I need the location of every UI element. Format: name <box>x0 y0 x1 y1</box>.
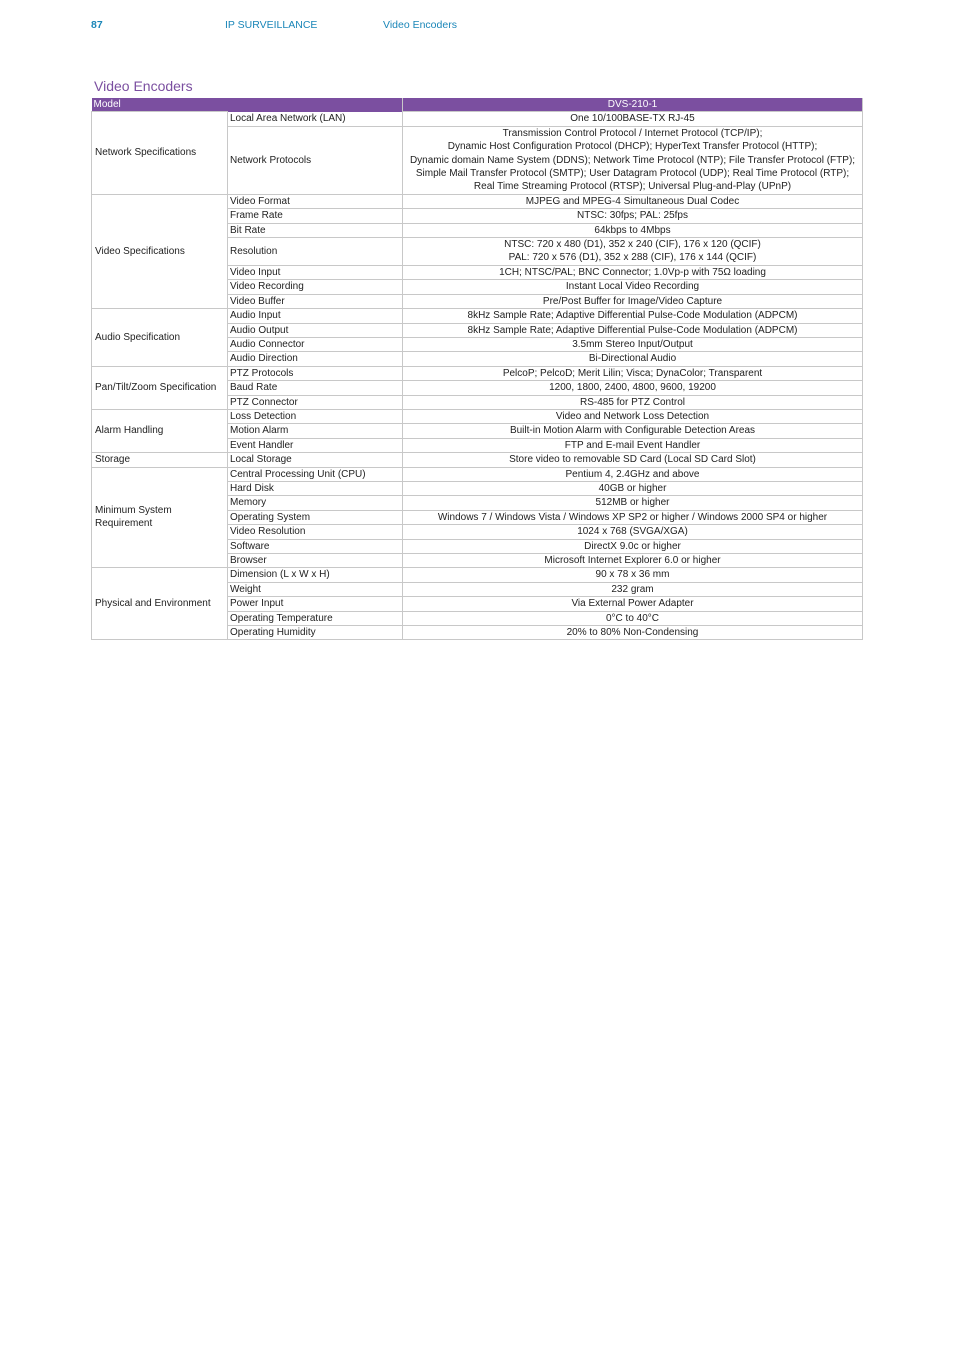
spec-label: Dimension (L x W x H) <box>228 568 403 582</box>
spec-group-name: Storage <box>92 453 228 467</box>
subsection-title: Video Encoders <box>383 19 457 31</box>
spec-group-name: Video Specifications <box>92 194 228 308</box>
spec-table-body <box>92 98 863 640</box>
spec-group-name: Network Specifications <box>92 112 228 194</box>
spec-value: NTSC: 720 x 480 (D1), 352 x 240 (CIF), 176 x 120 (QCIF) PAL: 720 x 576 (D1), 352 x 288 (CIF), 176 x 144 (QCIF) <box>403 238 863 266</box>
spec-value: Microsoft Internet Explorer 6.0 or higher <box>403 554 863 568</box>
spec-label: Event Handler <box>228 438 403 452</box>
spec-value: RS-485 for PTZ Control <box>403 395 863 409</box>
spec-value: 1200, 1800, 2400, 4800, 9600, 19200 <box>403 381 863 395</box>
table-row <box>92 453 863 467</box>
spec-value: NTSC: 30fps; PAL: 25fps <box>403 209 863 223</box>
table-row <box>92 409 863 423</box>
spec-label: Loss Detection <box>228 409 403 423</box>
spec-value: One 10/100BASE-TX RJ-45 <box>403 112 863 126</box>
spec-value: 20% to 80% Non-Condensing <box>403 626 863 640</box>
spec-value: 232 gram <box>403 582 863 596</box>
spec-label: Local Area Network (LAN) <box>228 112 403 126</box>
spec-label: Operating Temperature <box>228 611 403 625</box>
spec-value: Store video to removable SD Card (Local SD Card Slot) <box>403 453 863 467</box>
spec-value: Windows 7 / Windows Vista / Windows XP SP2 or higher / Windows 2000 SP4 or higher <box>403 510 863 524</box>
spec-label: Hard Disk <box>228 481 403 495</box>
spec-label: Network Protocols <box>228 126 403 194</box>
spec-value: MJPEG and MPEG-4 Simultaneous Dual Codec <box>403 194 863 208</box>
spec-value: Via External Power Adapter <box>403 597 863 611</box>
spec-value: FTP and E-mail Event Handler <box>403 438 863 452</box>
spec-group-name: Pan/Tilt/Zoom Specification <box>92 366 228 409</box>
spec-value: 3.5mm Stereo Input/Output <box>403 337 863 351</box>
spec-value: 90 x 78 x 36 mm <box>403 568 863 582</box>
table-row <box>92 112 863 126</box>
table-row <box>92 309 863 323</box>
page-number: 87 <box>91 19 103 31</box>
spec-label: Baud Rate <box>228 381 403 395</box>
table-row <box>92 467 863 481</box>
table-row <box>92 194 863 208</box>
table-header-row <box>92 98 863 112</box>
spec-value: Video and Network Loss Detection <box>403 409 863 423</box>
spec-group-name: Alarm Handling <box>92 409 228 452</box>
table-row <box>92 366 863 380</box>
spec-label: Audio Connector <box>228 337 403 351</box>
spec-label: Audio Input <box>228 309 403 323</box>
spec-label: Software <box>228 539 403 553</box>
model-value: DVS-210-1 <box>403 98 863 112</box>
spec-value: Pre/Post Buffer for Image/Video Capture <box>403 294 863 308</box>
spec-group-name: Physical and Environment <box>92 568 228 640</box>
spec-value: 1CH; NTSC/PAL; BNC Connector; 1.0Vp-p with 75Ω loading <box>403 265 863 279</box>
spec-label: Operating System <box>228 510 403 524</box>
spec-value: 8kHz Sample Rate; Adaptive Differential Pulse-Code Modulation (ADPCM) <box>403 323 863 337</box>
spec-label: Motion Alarm <box>228 424 403 438</box>
spec-value: 1024 x 768 (SVGA/XGA) <box>403 525 863 539</box>
spec-value: Built-in Motion Alarm with Configurable Detection Areas <box>403 424 863 438</box>
spec-label: Central Processing Unit (CPU) <box>228 467 403 481</box>
spec-label: Video Format <box>228 194 403 208</box>
spec-label: PTZ Connector <box>228 395 403 409</box>
spec-value: Pentium 4, 2.4GHz and above <box>403 467 863 481</box>
spec-label: Audio Output <box>228 323 403 337</box>
spec-value: DirectX 9.0c or higher <box>403 539 863 553</box>
spec-label: Operating Humidity <box>228 626 403 640</box>
spec-group-name: Minimum System Requirement <box>92 467 228 568</box>
spec-label: Power Input <box>228 597 403 611</box>
document-title: Video Encoders <box>94 78 193 94</box>
table-row <box>92 568 863 582</box>
spec-label: PTZ Protocols <box>228 366 403 380</box>
spec-value: Bi-Directional Audio <box>403 352 863 366</box>
spec-value: 8kHz Sample Rate; Adaptive Differential Pulse-Code Modulation (ADPCM) <box>403 309 863 323</box>
spec-group-name: Audio Specification <box>92 309 228 367</box>
spec-label: Audio Direction <box>228 352 403 366</box>
model-label: Model <box>92 98 403 112</box>
spec-label: Video Input <box>228 265 403 279</box>
spec-value: 0°C to 40°C <box>403 611 863 625</box>
spec-value: 512MB or higher <box>403 496 863 510</box>
spec-value: PelcoP; PelcoD; Merit Lilin; Visca; DynaColor; Transparent <box>403 366 863 380</box>
spec-label: Video Resolution <box>228 525 403 539</box>
spec-label: Frame Rate <box>228 209 403 223</box>
spec-label: Weight <box>228 582 403 596</box>
spec-label: Browser <box>228 554 403 568</box>
spec-label: Video Recording <box>228 280 403 294</box>
spec-label: Resolution <box>228 238 403 266</box>
spec-value: 40GB or higher <box>403 481 863 495</box>
section-title: IP SURVEILLANCE <box>225 19 318 31</box>
spec-value: Instant Local Video Recording <box>403 280 863 294</box>
spec-label: Bit Rate <box>228 223 403 237</box>
spec-label: Video Buffer <box>228 294 403 308</box>
spec-label: Memory <box>228 496 403 510</box>
spec-label: Local Storage <box>228 453 403 467</box>
spec-value: 64kbps to 4Mbps <box>403 223 863 237</box>
spec-value: Transmission Control Protocol / Internet Protocol (TCP/IP); Dynamic Host Configuration Protocol (DHCP); HyperText Transfer Protocol (HTTP); Dynamic domain Name System (DDNS); Network Time Protocol (NTP); File Transfer Protocol (FTP); Simple Mail Transfer Protocol (SMTP); User Datagram Protocol (UDP); Real Time Protocol (RTP); Real Time Streaming Protocol (RTSP); Universal Plug-and-Play (UPnP) <box>403 126 863 194</box>
spec-table <box>91 98 863 640</box>
